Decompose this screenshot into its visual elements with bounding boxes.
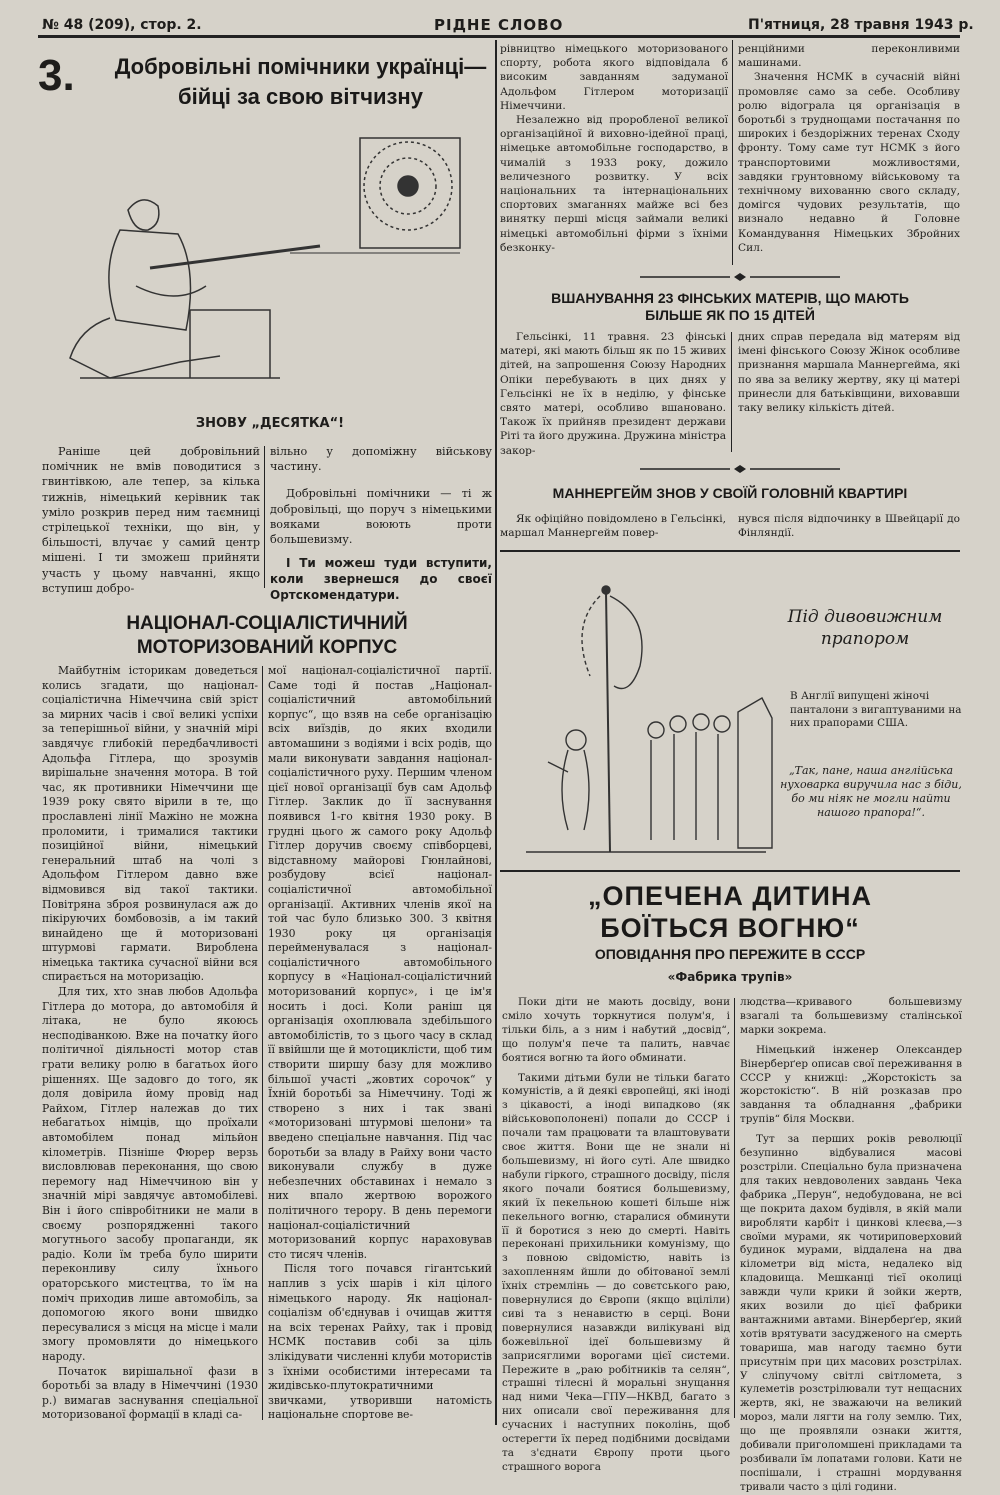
nsmk-paragraph: мої націонал-соціалістичної партії. Саме тоді й постав „Націонал-соціалістичний автомобільний корпус“, що взяв на себе організацію всіх виїздів, до яких входили автомашини з водіями і всіх родів, що мали виконувати завдання націонал-соціалістичного руху. Першим членом цієї нової організації був сам Адольф Гітлер. Заклик до її заснування появився 1-го квітня 1930 року. В грудні цього ж самого року Адольф Гітлер доручив своєму співборцеві, відставному майорові Гюнлайнові, розбудову всієї націонал-соціалістичної автомобільної організації. Активних членів якої на той час було близько 300. З квітня 1930 року ця організація перейменувалася з націонал-соціалістичного автомобільного корпусу в «Націонал-соціалістичний моторизований корпус», і це ім'я носить і досі. Коли раніш ця організація охоплювала здебільшого автомобілістів, то з цього часу в склад її ввійшли ще й мотоциклісти, щоб тим створити ширшу базу для можливо більшої участі „жовтих сорочок“ у Їхній боротьбі за Німеччину. Тоді ж створено з них і так звані «моторизовані штурмові шелони» та введено спеціальне навчання. Під час боротьби за владу в Райху вони часто виконували службу в дуже небезпечних обставинах і немало з них впало жертвою ворожого політичного терору. В день перемоги націонал-соціалістичний моторизований корпус нараховував сто тисяч членів. [268, 664, 492, 1261]
finnish-column-1 [500, 330, 726, 458]
volunteers-column-2 [270, 444, 492, 603]
volunteers-paragraph: Добровільні помічники — ті ж добровільці, що поруч з німецькими вояками воюють проти большевизму. [270, 487, 492, 547]
article-number: 3. [38, 51, 75, 100]
mannerheim-title: МАННЕРГЕЙМ ЗНОВ У СВОЇЙ ГОЛОВНІЙ КВАРТИРІ [552, 485, 908, 501]
cartoon-caption: В Англії випущені жіночі панталони з вигаптуваними на них прапорами США. [790, 690, 962, 729]
officer-body [548, 750, 589, 830]
nsmk-column-2 [268, 664, 492, 1423]
volunteers-title [108, 52, 493, 112]
newspaper-title: РІДНЕ СЛОВО [434, 16, 564, 34]
nsmk-column-3 [500, 42, 728, 255]
soldier-rifle-illustration [40, 118, 490, 408]
soldier-body [109, 230, 191, 330]
cartoon-title-line1: Під дивовижним [787, 607, 943, 627]
column-rule [495, 40, 497, 1425]
finnish-column-2 [738, 330, 960, 415]
child-subtitle: ОПОВІДАННЯ ПРО ПЕРЕЖИТЕ В СССР [594, 946, 866, 962]
target-bullseye [398, 176, 418, 196]
child-title-line1: „ОПЕЧЕНА ДИТИНА [588, 881, 872, 911]
issue-date: П'ятниця, 28 травня 1943 р. [748, 17, 974, 33]
child-title-line2: БОЇТЬСЯ ВОГНЮ“ [600, 913, 860, 943]
nsmk-title-line2: МОТОРИЗОВАНИЙ КОРПУС [136, 637, 398, 658]
stool [190, 310, 270, 378]
finnish-paragraph: Гельсінкі, 11 травня. 23 фінські матері, які мають більш як по 15 живих дітей, на запрошення Союзу Народних Опіки перебувають в цих днях у Гельсінкі не їх в неділю, у фінське свято матері, особливо вшановано. Також їх прийняв президент держави Ріті та його дружина. Дружина міністра закор- [500, 331, 727, 457]
volunteers-title-line1: Добровільні помічники українці— [114, 54, 487, 79]
column-rule [732, 40, 733, 265]
mannerheim-column-1 [500, 512, 726, 540]
child-paragraph: Такими дітьми були не тільки багато комуністів, а й деякі європейці, які іноді з цікавості, а іноді випадково (як військовополонені) попали до СССР і почали там працювати та влаштовувати своє життя. Вони ще не знали ні большевизму, ні його суті. Але швидко набули гіркого, страшного досвіду, після якого почали боятися большевизму, який їх пекельною кошеті більше ніж пекельного вогню, старалися обминути її й боротися з нею до смерті. Навіть переконані прихильники комунізму, що з повною свідомістю, навіть із захопленням йшли до обітованої землі їхніх стремлінь — до совєтського раю, повернулися до Європи (якщо вціліли) сиві та з ненавистю в серці. Вони повернулися назавжди вилікувані від божевільної ідеї большевизму й заприсяглими ворогами цієї системи. Пережите в „раю робітників та селян“, страшні тілесні й моральні знущання над ними Чека—ГПУ—НКВД, багато з них описали свої переживання для сучасних і наступних поколінь, щоб остерегти їх перед подібними досвідами та з'єднати Європу проти цього страшного ворога [502, 1071, 730, 1473]
hanging-bloomers [610, 596, 642, 689]
flag-cartoon-illustration [506, 572, 778, 862]
mannerheim-paragraph: Як офіційно повідомлено в Гельсінкі, маршал Маннергейм повер- [500, 513, 726, 540]
nsmk-paragraph: Майбутнім історикам доведеться колись згадати, що націонал-соціалістична Німеччина свій зріст за мирних часів і свої великі успіхи за теперішньої війни, у значній мірі завдячує глибокій передбачливості Адольфа Гітлера, що зрозумів вирішальне значення мотора. В той час, як противники Німеччини ще 1939 року свято вірили в те, що прославлені лінії Мажіно не можна проломити, і трималися тактики позиційної війни, німецький генеральний штаб на чолі з Адольфом Гітлером давно вже відмовився від такої тактики. Повітряна зброя розвинулася аж до пікіруючих бомбовозів, а ім такий винайдено ще й моторизовані штурмові гармати. Вироблена німецька тактика сучасної війни вся спирається на моторизацію. [42, 664, 258, 984]
child-paragraph: людства—кривавого большевизму взагалі та большевизму сталінської марки зокрема. [740, 996, 962, 1036]
volunteers-call-to-action: І Ти можеш туди вступити, коли звернешся до своєї Ортскомендатури. [270, 556, 492, 603]
volunteers-subhead: ЗНОВУ „ДЕСЯТКА“! [195, 416, 345, 431]
finnish-title [500, 290, 960, 324]
nsmk-column-4 [738, 42, 960, 255]
child-paragraph: Поки діти не мають досвіду, вони сміло хочуть торкнутися полум'я, і тільки біль, а з ним і набутий „досвід“, що полум'я пече та палить, навчає боятися вогню та його обминати. [502, 996, 730, 1064]
child-column-1 [502, 996, 730, 1475]
ornament-divider [640, 464, 840, 474]
nsmk-paragraph: Початок вирішальної фази в боротьбі за владу в Німеччині (1930 р.) вимагав заснування спеціальної моторизованої формації в кладі са- [42, 1364, 258, 1422]
cartoon-title [770, 606, 960, 650]
nsmk-title [42, 612, 492, 660]
column-rule [262, 666, 263, 1420]
finnish-paragraph: дних справ передала від матерям від імені фінського Союзу Жінок особливе признання маршала Маннергейма, які по ява за велику жертву, яку ці матері принесли для батьківщини, виховавши таку велику кількість дітей. [738, 331, 960, 415]
volunteers-paragraph: Раніше цей добровільний помічник не вмів поводитися з гвинтівкою, але тепер, за кілька тижнів, німецький керівник так уміло розкрив перед ним таємниці стрілецької техніки, що він, у більшості, влучає у самий центр мішені. І ти зможеш прийняти участь у цьому навчанні, якщо вступиш добро- [42, 445, 260, 595]
issue-number: № 48 (209), стор. 2. [42, 17, 202, 33]
header-rule [38, 35, 960, 38]
section-rule [500, 870, 960, 872]
sentry-box [738, 698, 772, 848]
rifle [150, 246, 320, 268]
nsmk-paragraph: Для тих, хто знав любов Адольфа Гітлера до мотора, до автомобіля й літака, не було якоюсь несподіванкою. Вже на початку його політичної діяльності мотор став грати велику ролю в багатьох його рішеннях. Ще задовго до того, як доля довірила йому провід над Райхом, Гітлер належав до тих небагатьох німців, що проїхали автомобілем понад мільйон кілометрів. Пізніше Фюрер верзь висловлював переконання, що свою перемогу над Німеччиною він у значній мірі завдячує автомобілеві. Він і його співробітники не мали в своєму розпорядженні такого могутнього засобу пропаганди, як радіо. Коли їм треба було ширити переконливу силу їхнього ораторського мистецтва, то їм на поміч приходив лише автомобіль, за допомогою якого вони швидко пересувалися з місця на місце і мали змогу промовляти до німецького народу. [42, 985, 258, 1363]
volunteers-title-line2: бійці за свою вітчизну [178, 84, 423, 109]
nsmk-paragraph: Після того почався гігантський наплив з усіх шарів і кіл цілого німецького народу. Як націонал-соціалізм об'єднував і очищав життя на всіх теренах Райху, так і провід НСМК поставив собі за ціль злікідувати численні клуби мотористів з їхніми особистими інтересами та жидівсько-плутократичними звичками, утворивши натомість національне спортове ве- [268, 1262, 492, 1422]
mannerheim-paragraph: нувся після відпочинку в Швейцарії до Фінляндії. [738, 513, 960, 540]
soldiers-in-line [651, 732, 718, 840]
column-rule [264, 446, 265, 588]
finnish-title-line2: БІЛЬШЕ ЯК ПО 15 ДІТЕЙ [645, 307, 815, 323]
nsmk-paragraph: ренційними переконливими машинами. [738, 43, 960, 70]
nsmk-column-1 [42, 664, 258, 1423]
nsmk-title-line1: НАЦІОНАЛ-СОЦІАЛІСТИЧНИЙ [126, 613, 408, 634]
nsmk-paragraph: Незалежно від проробленої великої організаційної й виховно-ідейної праці, німецьке автомобільне господарство, в чималій з 1933 року, дожило величезного розвитку. У всіх національних та інтернаціональних спортових змаганнях майже всі без винятку перші місця займали великі німецькі автомобільні фірми з їхніми безконку- [500, 114, 728, 254]
column-rule [731, 332, 732, 452]
volunteers-paragraph: вільно у допоміжну військову частину. [270, 445, 492, 474]
nsmk-paragraph: Значення НСМК в сучасній війні промовляє само за себе. Особливу ролю відограла ця організація в боротьбі з труднощами постачання по широких і бездоріжних теренах Сходу фронту. Тому саме тут НСМК з його транспортовими можливостями, завдяки грунтовному військовому та технічному вихованню свого складу, домігся чудових результатів, що визнало недавно й Головне Командування Німецьких Збройних Сил. [738, 71, 960, 254]
child-paragraph: Німецький інженер Олександер Вінерберґер описав свої переживання в СССР у книжці: „Жорстокість за жорстокістю“. В ній розказав про завдання та обладнання „фабрики трупів“ біля Москви. [740, 1043, 962, 1126]
volunteers-column-1 [42, 444, 260, 596]
soldier-legs [70, 318, 220, 378]
helmet-bowl [136, 286, 206, 296]
officer-head [566, 730, 586, 750]
finnish-title-line1: ВШАНУВАННЯ 23 ФІНСЬКИХ МАТЕРІВ, ЩО МАЮТЬ [551, 290, 909, 306]
flagpole [606, 592, 610, 852]
child-section-title: «Фабрика трупів» [667, 970, 793, 984]
child-paragraph: Тут за перших років революції безупинно відбувалися масові розстріли. Спеціально була призначена для таких невдоволених завдань Чека фабрика „Перун“, недобудована, не всі ще покрита дахом будівля, в якій мали виробляти карбіт і цинкові клеєва,—з своїми мурами, як чотириповерховий будинок мурами, віддалена на два кілометри від міста, недалеко від кладовища. Мешканці тієї околиці завжди чули крики й зойки жертв, яких возили до цієї фабрики вантажними автами. Вінерберґер, який хотів врятувати засудженого на смерть товариша, мав нагоду таємно бути присутнім при цих масових розстрілах. У сліпучому світлі світломета, з кулеметів розстрілювали тут нещасних жертв, які, не зважаючи на великий мороз, мали лягти на голу землю. Тих, що ще проявляли ознаки життя, добивали приголомшені прикладами та розбивали їм лопатами голови. Кати не поспішали, і страшні мордування тривали часто з цілі години. [740, 1133, 962, 1493]
child-title [500, 880, 960, 944]
ornament-divider [640, 272, 840, 282]
column-rule [734, 998, 735, 1418]
child-column-2 [740, 996, 962, 1495]
section-rule [500, 550, 960, 552]
nsmk-paragraph: рівництво німецького моторизованого спорту, робота якого відповідала б високим завданням задуманої Адольфом Гітлером моторизації Німеччини. [500, 43, 728, 112]
cartoon-quote: „Так, пане, наша англійська нуховарка виручила нас з біди, бо ми ніяк не могли найти нашого прапора!“. [780, 764, 962, 819]
soldier-head [128, 200, 159, 230]
cartoon-title-line2: прапором [820, 629, 910, 649]
mannerheim-column-2 [738, 512, 960, 540]
